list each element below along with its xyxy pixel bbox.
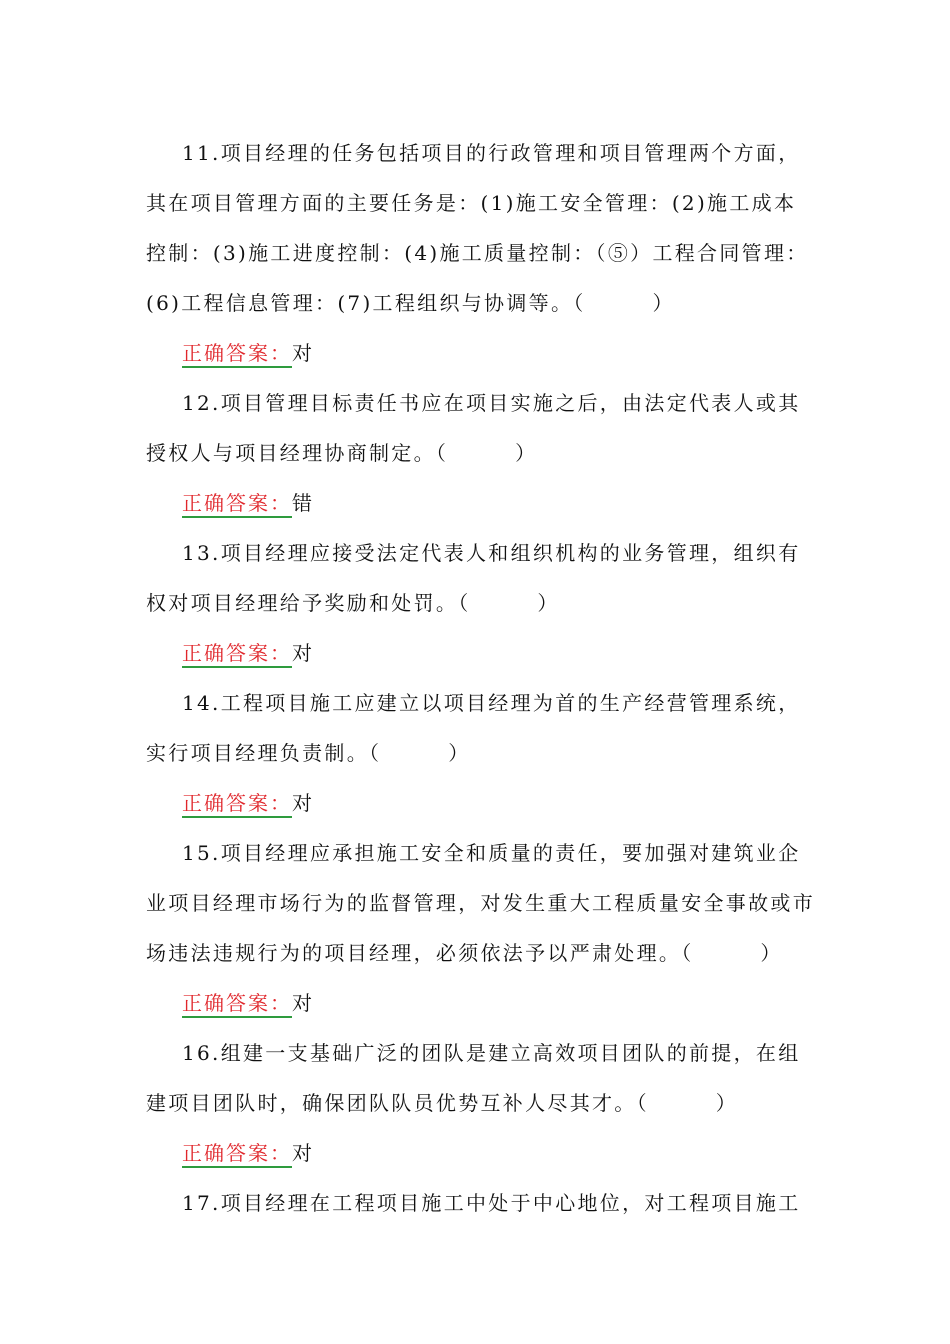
answer-value: 错 [292, 491, 314, 515]
question-list [146, 128, 818, 1228]
question-15: 15.项目经理应承担施工安全和质量的责任，要加强对建筑业企业项目经理市场行为的监督管理，对发生重大工程质量安全事故或市场违法违规行为的项目经理，必须依法予以严肃处理。（ ） [146, 841, 815, 965]
answer-value: 对 [292, 1141, 314, 1165]
answer-label: 正确答案： [182, 1141, 292, 1168]
question-11: 11.项目经理的任务包括项目的行政管理和项目管理两个方面，其在项目管理方面的主要任务是：(1)施工安全管理：(2)施工成本控制：(3)施工进度控制：(4)施工质量控制：（⑤）工程合同管理：(6)工程信息管理：(7)工程组织与协调等。（ ） [146, 141, 809, 315]
answer-value: 对 [292, 791, 314, 815]
question-16: 16.组建一支基础广泛的团队是建立高效项目团队的前提，在组建项目团队时，确保团队队员优势互补人尽其才。（ ） [146, 1041, 801, 1115]
answer-label: 正确答案： [182, 991, 292, 1018]
answer-label: 正确答案： [182, 491, 292, 518]
answer-label: 正确答案： [182, 341, 292, 368]
answer-16 [146, 1128, 818, 1178]
answer-value: 对 [292, 641, 314, 665]
answer-13 [146, 628, 818, 678]
answer-label: 正确答案： [182, 791, 292, 818]
answer-15 [146, 978, 818, 1028]
answer-14 [146, 778, 818, 828]
answer-value: 对 [292, 991, 314, 1015]
question-13: 13.项目经理应接受法定代表人和组织机构的业务管理，组织有权对项目经理给予奖励和处罚。（ ） [146, 541, 801, 615]
answer-11 [146, 328, 818, 378]
question-14: 14.工程项目施工应建立以项目经理为首的生产经营管理系统，实行项目经理负责制。（ ） [146, 691, 801, 765]
answer-label: 正确答案： [182, 641, 292, 668]
answer-value: 对 [292, 341, 314, 365]
answer-12 [146, 478, 818, 528]
question-12: 12.项目管理目标责任书应在项目实施之后，由法定代表人或其授权人与项目经理协商制定。（ ） [146, 391, 801, 465]
question-17: 17.项目经理在工程项目施工中处于中心地位，对工程项目施工 [182, 1191, 801, 1215]
